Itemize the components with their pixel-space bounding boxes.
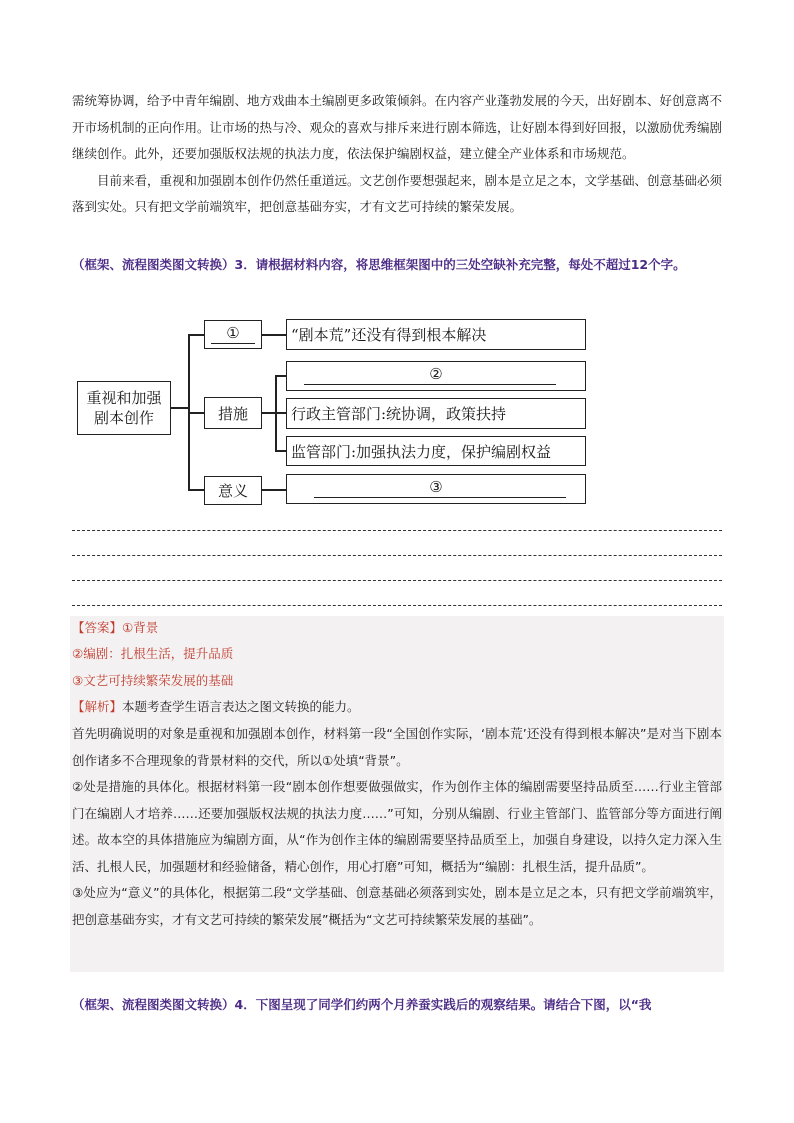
answer-1: 【答案】①背景 (72, 620, 159, 635)
connector (188, 334, 204, 336)
answer-line[interactable] (72, 555, 722, 556)
branch-measures: 措施 (204, 397, 262, 429)
answer-2: ②编剧：扎根生活，提升品质 (72, 646, 234, 661)
question-3: （框架、流程图类图文转换）3．请根据材料内容，将思维框架图中的三处空缺补充完整，每处不超过12个字。 (72, 257, 686, 272)
blank-3-line (314, 497, 566, 498)
answer-line[interactable] (72, 580, 722, 581)
connector (188, 412, 204, 414)
question-4: （框架、流程图类图文转换）4．下图呈现了同学们约两个月养蚕实践后的观察结果。请结合下图，以“我 (72, 997, 652, 1012)
analysis-p3: ③处应为“意义”的具体化，根据第二段“文学基础、创意基础必须落到实处，剧本是立足之本，只有把文学前端筑牢，把创意基础夯实，才有文艺可持续的繁荣发展”概括为“文艺可持续繁荣发展的基础”。 (72, 885, 722, 927)
passage-para2: 目前来看，重视和加强剧本创作仍然任重道远。文艺创作要想强起来，剧本是立足之本，文学基础、创意基础必须落到实处。只有把文学前端筑牢，把创意基础夯实，才有文艺可持续的繁荣发展。 (72, 172, 723, 214)
answer-line[interactable] (72, 605, 722, 606)
answer-tag: 【答案】 (72, 620, 123, 635)
connector (262, 412, 276, 414)
blank-2-line (304, 384, 556, 385)
branch-blank-1 (204, 320, 262, 349)
connector (171, 407, 189, 409)
connector (262, 334, 288, 336)
root-node: 重视和加强剧本创作 (77, 381, 171, 435)
blank-2-marker: ② (429, 365, 443, 383)
connector (262, 489, 288, 491)
analysis-intro: 【解析】本题考查学生语言表达之图文转换的能力。 (72, 699, 360, 714)
connector (188, 489, 204, 491)
passage-para1: 需统筹协调，给予中青年编剧、地方戏曲本土编剧更多政策倾斜。在内容产业蓬勃发展的今天，出好剧本、好创意离不开市场机制的正向作用。让市场的热与冷、观众的喜欢与排斥来进行剧本筛选，让好剧本得到好回报，以激励优秀编剧继续创作。此外，还要加强版权法规的执法力度，依法保护编剧权益，建立健全产业体系和市场规范。 (72, 93, 723, 161)
blank-1-line (211, 343, 255, 344)
analysis-tag: 【解析】 (72, 699, 123, 714)
analysis-p2: ②处是措施的具体化。根据材料第一段“剧本创作想要做强做实，作为创作主体的编剧需要坚持品质至……行业主管部门在编剧人才培养……还要加强版权法规的执法力度……”可知，分别从编剧、行业主管部门、监管部分等方面进行阐述。故本空的具体措施应为编剧方面，从“作为创作主体的编剧需要坚持品质至上，加强自身建设，以持久定力深入生活、扎根人民，加强题材和经验储备，精心创作，用心打磨”可知，概括为“编剧：扎根生活，提升品质”。 (72, 779, 722, 874)
answer-3: ③文艺可持续繁荣发展的基础 (72, 673, 234, 688)
leaf-blank-3 (286, 474, 586, 504)
passage (72, 88, 722, 221)
leaf-background: “剧本荒”还没有得到根本解决 (286, 319, 586, 350)
branch-meaning: 意义 (204, 476, 262, 505)
blank-1-marker: ① (226, 323, 240, 342)
blank-3-marker: ③ (429, 478, 443, 496)
leaf-admin: 行政主管部门:统协调，政策扶持 (286, 398, 586, 429)
leaf-supervise: 监管部门:加强执法力度，保护编剧权益 (286, 436, 586, 466)
answer-line[interactable] (72, 530, 722, 531)
leaf-blank-2 (286, 361, 586, 391)
analysis-body (72, 721, 722, 933)
analysis-p1: 首先明确说明的对象是重视和加强剧本创作，材料第一段“全国创作实际，‘剧本荒’还没有得到根本解决”是对当下剧本创作诸多不合理现象的背景材料的交代，所以①处填“背景”。 (72, 726, 722, 768)
